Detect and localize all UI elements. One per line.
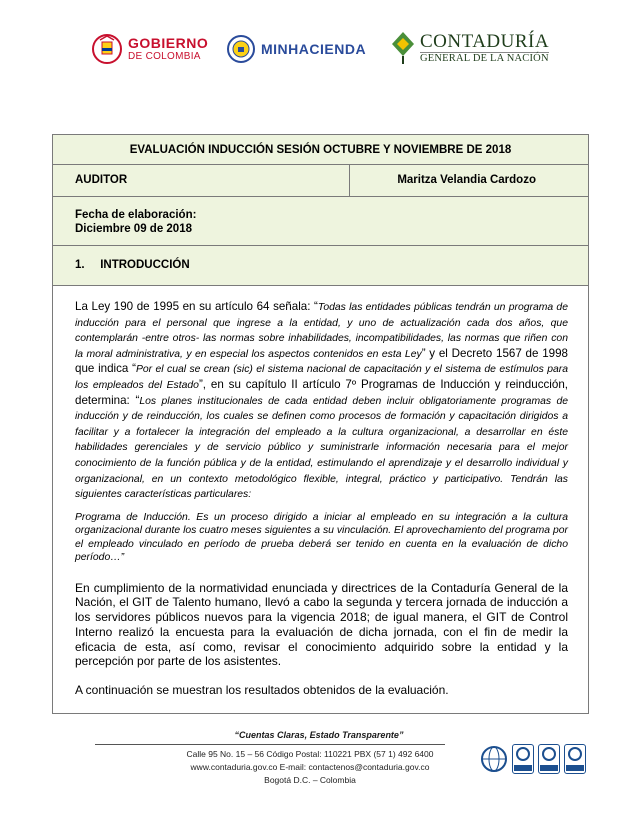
footer-city: Bogotá D.C. – Colombia	[264, 775, 356, 785]
paragraph-resultados: A continuación se muestran los resultados obtenidos de la evaluación.	[75, 682, 449, 697]
fecha-value: Diciembre 09 de 2018	[75, 223, 192, 235]
p1-quote-articulo-7: Los planes institucionales de cada entidad deben incluir obligatoriamente programas de inducción y de reinducción, los cuales se definen como procesos de formación y capacitación dirigidos a facilitar y a fortalecer la integración del empleado a la cultura organizacional, a desarrollar en éste habilidades gerenciales y de servicio público y suministrarle información necesaria para el mejor conocimiento de la función pública y de la entidad, estimulando el aprendizaje y el desarrollo individual y organizacional, en un contexto metodológico flexible, integral, práctico y participativo. Tendrán las siguientes características particulares:	[75, 395, 569, 501]
footer-divider	[95, 744, 445, 745]
gobierno-line2: DE COLOMBIA	[128, 51, 201, 62]
hacienda-shield-icon	[227, 32, 255, 66]
globe-seal-icon	[480, 744, 508, 774]
p1-text-a: La Ley 190 de 1995 en su artículo 64 señala: “	[75, 300, 318, 313]
contaduria-line2: GENERAL DE LA NACIÓN	[420, 52, 549, 64]
section-heading	[53, 246, 588, 286]
p1-quote-ley-190: Todas las entidades públicas tendrán un programa de inducción para el personal que ingrese a la entidad, y uno de actualización cada dos años, que contemplarán -entre otros- las normas sobre inhabilidades, incompatibilidades, las normas que riñen con la moral administrativa, y en especial los aspectos contenidos en esta Ley	[75, 302, 568, 360]
auditor-name: Maritza Velandia Cardozo	[397, 174, 536, 186]
document-title: EVALUACIÓN INDUCCIÓN SESIÓN OCTUBRE Y NOVIEMBRE DE 2018	[53, 135, 588, 165]
document-body	[75, 300, 568, 698]
paragraph-legal-basis	[75, 300, 568, 503]
p1-text-c: ”, en su capítulo II artículo 7º Programas de Inducción y reinducción, determina: “	[75, 377, 568, 407]
footer-slogan: “Cuentas Claras, Estado Transparente”	[234, 730, 404, 740]
contaduria-emblem-icon	[390, 30, 416, 66]
fecha-label: Fecha de elaboración:	[75, 209, 197, 221]
section-number: 1.	[75, 259, 85, 271]
gobierno-line1: GOBIERNO	[128, 35, 209, 51]
footer-address: Calle 95 No. 15 – 56 Código Postal: 110221 PBX (57 1) 492 6400	[186, 749, 434, 759]
minhacienda-text: MINHACIENDA	[261, 41, 367, 57]
auditor-label: AUDITOR	[53, 165, 350, 196]
page-header	[0, 28, 638, 78]
document-frame	[52, 134, 589, 714]
paragraph-programa-induccion: Programa de Inducción. Es un proceso dirigido a iniciar al empleado en su integración a la cultura organizacional durante los cuatro meses siguientes a su vinculación. El aprovechamiento del programa por el empleado vinculado en período de prueba deberá ser tenido en cuenta en la evaluación de dicho período…”	[75, 511, 568, 564]
certification-seal-icon	[512, 744, 534, 774]
contaduria-logo	[390, 30, 549, 66]
p1-quote-decreto-1567: Por el cual se crean (sic) el sistema nacional de capacitación y el sistema de estímulos para los empleados del Estado	[75, 364, 568, 391]
paragraph-cumplimiento: En cumplimiento de la normatividad enunciada y directrices de la Contaduría General de la Nación, el GIT de Talento humano, llevó a cabo la segunda y tercera jornada de inducción a los servidores públicos nuevos para la vigencia 2018; de igual manera, el GIT de Control Interno realizó la encuesta para la evaluación de dicha jornada, con el fin de medir la eficacia de esta, así como, revisar el conocimiento adquirido sobre la entidad y la percepción por parte de los asistentes.	[75, 580, 568, 669]
colombia-shield-icon	[92, 32, 122, 66]
gobierno-de-colombia-logo	[92, 32, 208, 66]
section-title: INTRODUCCIÓN	[100, 259, 190, 271]
fecha-row	[53, 197, 588, 246]
p1-text-b: ” y el Decreto 1567 de 1998 que indica “	[75, 346, 568, 376]
certification-seal-icon	[538, 744, 560, 774]
footer-web-email: www.contaduria.gov.co E-mail: contactenos@contaduria.gov.co	[190, 762, 430, 772]
auditor-row	[53, 165, 588, 197]
certification-seals	[480, 744, 586, 774]
certification-seal-icon	[564, 744, 586, 774]
contaduria-line1: CONTADURÍA	[420, 30, 550, 52]
minhacienda-logo	[227, 32, 366, 66]
